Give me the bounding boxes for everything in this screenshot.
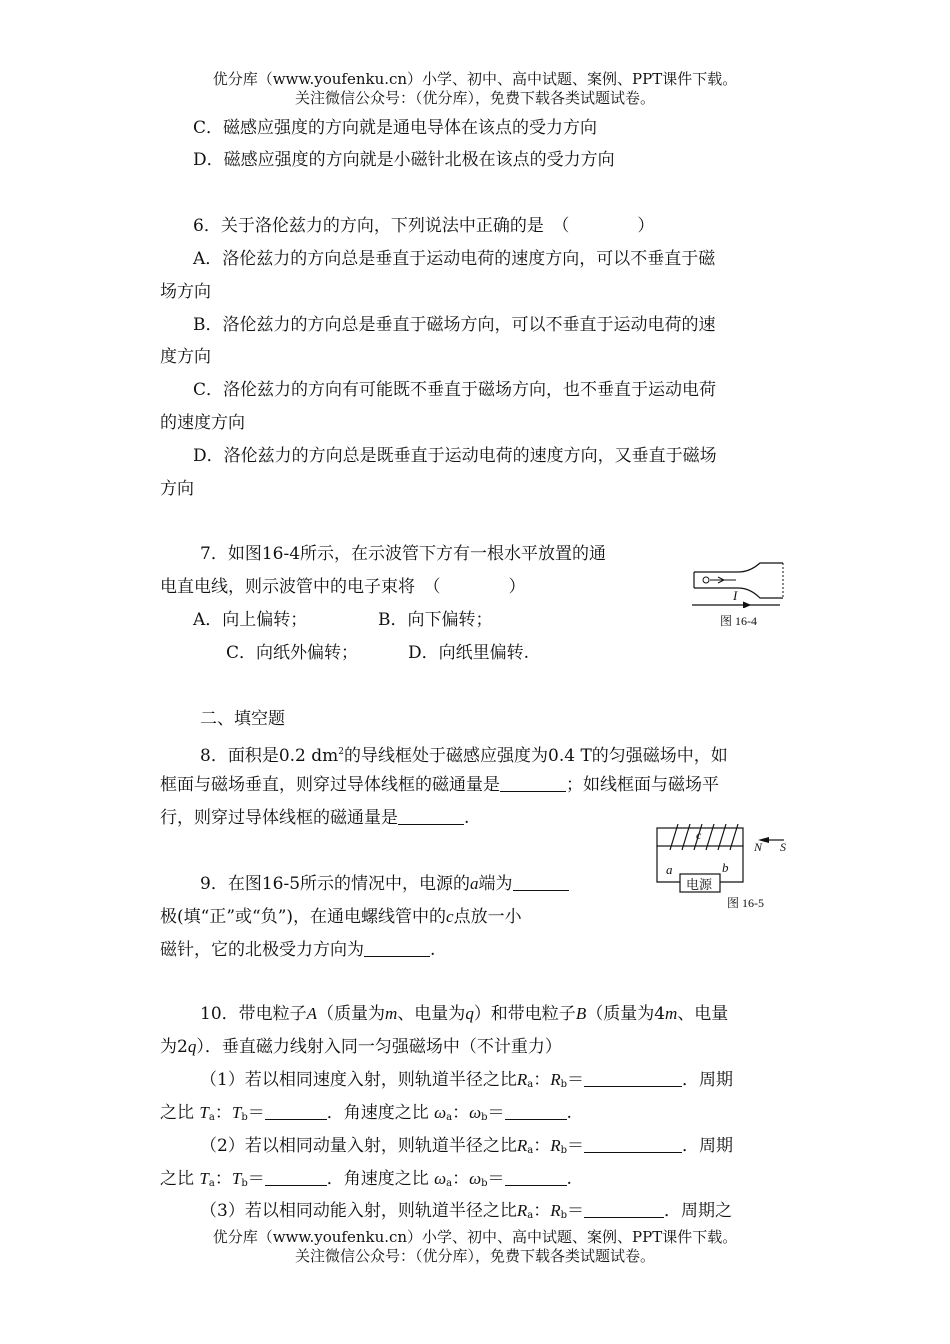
- q10-var: ω: [469, 1169, 482, 1188]
- q10-text: ＝: [487, 1103, 505, 1123]
- q10-text: .: [566, 1169, 572, 1189]
- q10-text: ：: [533, 1136, 551, 1156]
- q9-answer-blank-1[interactable]: [513, 874, 569, 891]
- q10-var: B: [575, 1004, 587, 1023]
- q10-var: T: [199, 1169, 209, 1188]
- q9-text-2a: 极(填“正”或“负”)，在通电螺线管中的: [160, 907, 447, 927]
- q9-text-1a: 9．在图16-5所示的情况中，电源的: [200, 874, 471, 894]
- figure-16-5-caption: 图 16-5: [727, 896, 764, 910]
- q5-option-d: D．磁感应强度的方向就是小磁针北极在该点的受力方向: [193, 150, 615, 170]
- terminal-a-label: a: [666, 862, 673, 877]
- q9-var-a: a: [470, 874, 479, 893]
- q10-sub: a: [527, 1079, 534, 1090]
- q10-sub: b: [241, 1112, 248, 1123]
- q10-text: ＝: [247, 1103, 265, 1123]
- q8-text-3b: .: [464, 808, 470, 828]
- q9-text-1b: 端为: [478, 874, 513, 894]
- magnet-n-label: N: [754, 840, 763, 854]
- q10-sub: a: [446, 1112, 453, 1123]
- q10-text: ＝: [566, 1201, 584, 1221]
- q10-var: m: [385, 1004, 398, 1023]
- q10-sub: b: [560, 1145, 567, 1156]
- q10-text: ．角速度之比: [326, 1169, 429, 1189]
- q10-sub: b: [560, 1210, 567, 1221]
- q8-text-2a: 框面与磁场垂直，则穿过导体线框的磁通量是: [160, 775, 500, 795]
- q10-var: ω: [434, 1169, 447, 1188]
- q10-line-1: [200, 1003, 728, 1025]
- q10-sub: a: [527, 1210, 534, 1221]
- q10-var: R: [550, 1136, 561, 1155]
- q8-text-3a: 行，则穿过导体线框的磁通量是: [160, 808, 398, 828]
- q6-stem: 6．关于洛伦兹力的方向，下列说法中正确的是 （ ）: [193, 216, 655, 236]
- q10-part-2-line-1: [200, 1135, 733, 1162]
- solenoid-circuit-diagram: [652, 822, 792, 894]
- q10-part-1-line-2: [160, 1102, 572, 1129]
- q8-line-1: [200, 741, 728, 767]
- q10-text: 、电量为: [397, 1004, 466, 1024]
- q10-2-period-blank[interactable]: [265, 1169, 327, 1186]
- q10-sub: a: [527, 1145, 534, 1156]
- q10-var: q: [187, 1037, 197, 1056]
- q10-sub: a: [208, 1178, 215, 1189]
- q10-text: ：: [533, 1070, 551, 1090]
- q10-var: ω: [469, 1103, 482, 1122]
- footer-line-2: 关注微信公众号：（优分库），免费下载各类试题试卷。: [294, 1247, 655, 1265]
- q10-var: q: [465, 1004, 474, 1023]
- q10-var: R: [516, 1201, 528, 1220]
- q6-option-b-cont: 度方向: [160, 347, 211, 367]
- q6-option-d: D．洛伦兹力的方向总是既垂直于运动电荷的速度方向，又垂直于磁场: [193, 446, 717, 466]
- q10-text: （质量为4: [586, 1004, 666, 1024]
- q8-text-2b: ；如线框面与磁场平: [566, 775, 719, 795]
- q10-text: .: [566, 1103, 572, 1123]
- q9-answer-blank-2[interactable]: [364, 940, 430, 957]
- header-line-1: 优分库（www.youfenku.cn）小学、初中、高中试题、案例、PPT课件下载。: [212, 70, 738, 88]
- q7-option-d: D．向纸里偏转.: [408, 643, 530, 663]
- q7-option-b: B．向下偏转；: [378, 610, 493, 630]
- q10-text: 、电量: [677, 1004, 729, 1024]
- q10-3-radius-blank[interactable]: [584, 1201, 664, 1218]
- q10-var: R: [516, 1070, 528, 1089]
- q8-answer-blank-2[interactable]: [398, 808, 464, 825]
- q10-text: （2）若以相同动量入射，则轨道半径之比: [200, 1136, 517, 1156]
- power-source-label: 电源: [686, 878, 713, 893]
- q10-sub: b: [560, 1079, 567, 1090]
- q5-option-c: C．磁感应强度的方向就是通电导体在该点的受力方向: [193, 118, 598, 138]
- q6-option-b: B．洛伦兹力的方向总是垂直于磁场方向，可以不垂直于运动电荷的速: [193, 315, 716, 335]
- section-fill-in-title: 二、填空题: [200, 709, 285, 729]
- q10-sub: a: [208, 1112, 215, 1123]
- q10-text: （3）若以相同动能入射，则轨道半径之比: [200, 1201, 517, 1221]
- q10-text: ．周期: [681, 1136, 733, 1156]
- page-header: [0, 70, 950, 108]
- q10-text: ：: [452, 1169, 470, 1189]
- q10-text: （质量为: [317, 1004, 386, 1024]
- q7-option-a: A．向上偏转；: [193, 610, 308, 630]
- q9-text-3b: .: [430, 940, 436, 960]
- q10-part-3-line-1: [200, 1200, 732, 1227]
- terminal-b-label: b: [722, 860, 729, 875]
- q10-text: 之比: [160, 1103, 194, 1123]
- q10-1-period-blank[interactable]: [265, 1103, 327, 1120]
- q10-sub: b: [481, 1112, 488, 1123]
- q9-line-2: [160, 906, 522, 928]
- q10-var: T: [231, 1103, 242, 1122]
- q10-text: ．周期之: [663, 1201, 732, 1221]
- q10-2-radius-blank[interactable]: [584, 1136, 682, 1153]
- q10-sub: b: [481, 1178, 488, 1189]
- q10-text: ：: [533, 1201, 551, 1221]
- q6-option-c: C．洛伦兹力的方向有可能既不垂直于磁场方向，也不垂直于运动电荷: [193, 380, 717, 400]
- q6-option-d-cont: 方向: [160, 479, 194, 499]
- q10-var: R: [550, 1201, 561, 1220]
- magnet-s-label: S: [780, 840, 786, 854]
- q10-text: 之比: [160, 1169, 194, 1189]
- point-c-label: c: [696, 828, 702, 842]
- q10-var: m: [665, 1004, 678, 1023]
- q10-text: 为2: [160, 1037, 188, 1057]
- q10-var: T: [199, 1103, 209, 1122]
- q10-text: ）．垂直磁力线射入同一匀强磁场中（不计重力）: [196, 1037, 562, 1057]
- q10-text: ＝: [566, 1070, 584, 1090]
- q8-answer-blank-1[interactable]: [500, 775, 566, 792]
- q9-text-2b: 点放一小: [453, 907, 522, 927]
- q10-var: T: [231, 1169, 242, 1188]
- q6-option-c-cont: 的速度方向: [160, 413, 245, 433]
- q10-text: ．周期: [681, 1070, 733, 1090]
- oscilloscope-tube-diagram: [688, 558, 788, 608]
- q10-2-omega-blank[interactable]: [505, 1169, 567, 1186]
- q10-var: A: [306, 1004, 318, 1023]
- footer-line-1: 优分库（www.youfenku.cn）小学、初中、高中试题、案例、PPT课件下载。: [212, 1228, 738, 1246]
- figure-16-5: [652, 822, 792, 914]
- page-footer: [0, 1228, 950, 1266]
- q10-text: ：: [214, 1103, 232, 1123]
- q8-line-2: [160, 774, 719, 796]
- q10-text: ．角速度之比: [326, 1103, 429, 1123]
- q10-line-2: [160, 1036, 562, 1058]
- q6-option-a-cont: 场方向: [160, 282, 211, 302]
- q10-part-2-line-2: [160, 1168, 572, 1195]
- q10-text: ：: [214, 1169, 232, 1189]
- q8-text-1a: 8．面积是0.2 dm: [200, 746, 339, 766]
- q7-option-c: C．向纸外偏转；: [226, 643, 359, 663]
- q10-var: R: [550, 1070, 561, 1089]
- q10-text: ＝: [566, 1136, 584, 1156]
- q9-line-3: [160, 939, 435, 961]
- q7-stem-2: 电直电线，则示波管中的电子束将 （ ）: [160, 577, 526, 597]
- q10-text: ）和带电粒子: [473, 1004, 576, 1024]
- figure-16-4: [688, 558, 788, 630]
- q10-1-omega-blank[interactable]: [505, 1103, 567, 1120]
- q9-var-c: c: [446, 907, 454, 926]
- figure-16-4-caption: 图 16-4: [720, 614, 757, 628]
- q9-line-1: [200, 873, 569, 895]
- q10-1-radius-blank[interactable]: [584, 1070, 682, 1087]
- q10-text: 10．带电粒子: [200, 1004, 307, 1024]
- q10-part-1-line-1: [200, 1069, 733, 1096]
- q8-line-3: [160, 807, 469, 829]
- q6-option-a: A．洛伦兹力的方向总是垂直于运动电荷的速度方向，可以不垂直于磁: [193, 249, 716, 269]
- q9-text-3a: 磁针，它的北极受力方向为: [160, 940, 364, 960]
- header-line-2: 关注微信公众号：（优分库），免费下载各类试题试卷。: [294, 89, 655, 107]
- q10-var: ω: [434, 1103, 447, 1122]
- q8-superscript: 2: [338, 747, 344, 757]
- q8-text-1b: 的导线框处于磁感应强度为0.4 T的匀强磁场中，如: [344, 746, 728, 766]
- q10-text: ：: [452, 1103, 470, 1123]
- q10-sub: a: [446, 1178, 453, 1189]
- q10-text: ＝: [247, 1169, 265, 1189]
- q7-stem-1: 7．如图16-4所示，在示波管下方有一根水平放置的通: [200, 544, 607, 564]
- q10-var: R: [516, 1136, 528, 1155]
- q10-text: （1）若以相同速度入射，则轨道半径之比: [200, 1070, 517, 1090]
- q10-sub: b: [241, 1178, 248, 1189]
- current-label: I: [733, 588, 738, 603]
- q10-text: ＝: [487, 1169, 505, 1189]
